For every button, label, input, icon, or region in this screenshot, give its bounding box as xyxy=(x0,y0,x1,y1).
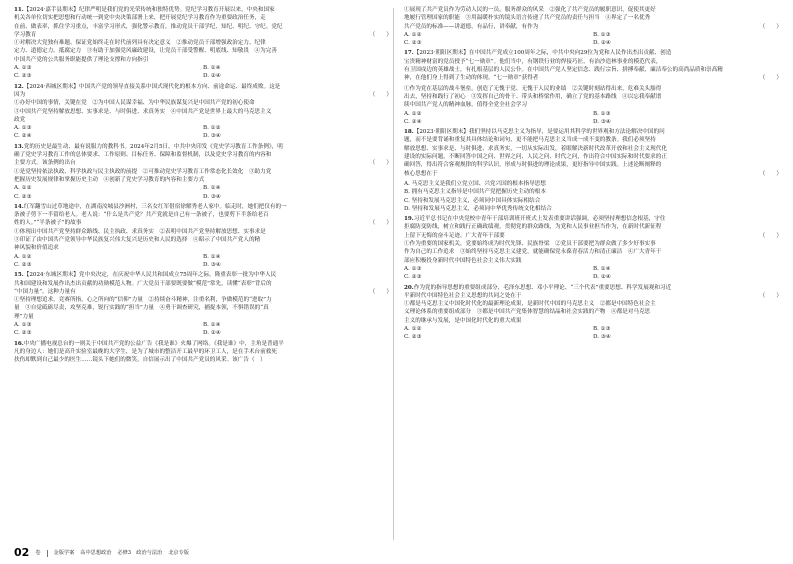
answer-option: A. ①② xyxy=(404,325,422,332)
question-text: 政党 xyxy=(14,116,26,123)
question-text-line xyxy=(14,23,392,31)
answer-bracket: （ ） xyxy=(759,170,782,177)
question-text: 条被子剪下一半留给老人。老人说：“什么是共产党？共产党就是自己有一条被子，也要剪下半条给老百 xyxy=(14,212,269,219)
question-text-line xyxy=(404,145,782,153)
question-text: 机关各单位切实把思想和行动统一到党中央决策部署上来，把开展党纪学习教育作为重要政治任务，走 xyxy=(14,15,266,22)
question-text: 共和国建设和发展作出杰出贡献的功勋模范人物。广大党员干部要既要做“模范”常先，读懂“表彰”背后的 xyxy=(14,280,272,287)
question-block xyxy=(14,6,392,81)
question-text: B. 拥有马克思主义指导是中国共产党把握历史主动的根本 xyxy=(404,189,546,196)
question-text: 共产党员的标准——讲道德，有品行，讲奉献，有作为 xyxy=(404,23,539,30)
question-text-line xyxy=(404,136,782,144)
question-text-line xyxy=(14,108,392,116)
question-text: 主义的继承与发展，是中国化时代化的重大成果 xyxy=(404,317,522,324)
answer-options xyxy=(14,321,392,338)
question-text-line xyxy=(404,14,782,22)
answer-option: B. ①④ xyxy=(203,185,221,192)
answer-option: B. ①③ xyxy=(593,325,611,332)
question-text: ③中国共产党坚持解放思想、实事求是、与时俱进、求真务实 ④中国共产党是世界上最大的马克思主义 xyxy=(14,108,272,115)
question-text: 作为自己的工作追求 ③始终坚持马克思主义建党，就能确保党永葆青春活力和清正廉洁 ④广大青年干 xyxy=(404,249,662,256)
answer-option: A. ①③ xyxy=(14,65,32,72)
question-block xyxy=(404,6,782,47)
question-text: C. 坚持和发展马克思主义，必须同中国具体实际相结合 xyxy=(404,197,541,204)
question-text-line xyxy=(404,188,782,196)
question-block xyxy=(404,284,782,342)
question-text: 理”力量 xyxy=(14,313,34,320)
question-text-line xyxy=(404,153,782,161)
answer-option: D. ②④ xyxy=(203,73,221,80)
question-text: ③印证了由中国共产党领导中华民族复兴伟大复兴是历史和人民的选择 ④昭示了中国共产党人的精 xyxy=(14,237,261,244)
question-number: 11. xyxy=(14,7,24,13)
footer-edition: 高中思想政治 xyxy=(80,550,112,556)
question-text-line xyxy=(14,99,392,107)
column-divider xyxy=(393,8,394,540)
answer-option: B. ①③ xyxy=(593,31,611,38)
answer-option: A. ①③ xyxy=(14,125,32,132)
question-text-line xyxy=(14,236,392,244)
question-block xyxy=(404,180,782,213)
page-footer xyxy=(14,546,779,559)
question-text: 建设的实际问题，不断回答中国之问、世界之问、人民之问、时代之问，作出符合中国实际和时代要求的正 xyxy=(404,154,667,161)
question-text-line xyxy=(404,248,782,256)
answer-option: A. ①② xyxy=(404,110,422,117)
question-text-line xyxy=(14,280,392,288)
footer-series: 金版学案 xyxy=(53,550,75,556)
question-text: 红军翻雪山过草地途中，在湖南汝城县沙洲村，三名女红军借宿徐解秀老人家中。临走时，她们把仅有的一 xyxy=(23,203,287,210)
answer-option: B. ①② xyxy=(203,125,221,132)
question-text: 中央广播电视总台的一则关于中国共产党的公益广告《我是谁》火爆了网络。《我是谁》中，主角是普通平 xyxy=(23,340,284,347)
answer-bracket: （ ） xyxy=(759,232,782,239)
question-text-line xyxy=(404,308,782,316)
answer-option: D. ②④ xyxy=(593,274,611,281)
question-text: 凡的身边人：她们是高升实验室最晚的大学生，是为了城市的整洁开工最早的环卫工人，是在手术台前救死 xyxy=(14,348,277,355)
question-text-line xyxy=(14,304,392,312)
question-text-line xyxy=(14,228,392,236)
question-text: 宝贵精神财富的党员授予“七一勋章”。他们当中，有钢铁行业的焊接巧匠，有治沙造林事业的模范代表， xyxy=(404,58,662,65)
question-text-line xyxy=(14,288,392,296)
question-text-line xyxy=(14,168,392,176)
question-text-line xyxy=(14,356,392,364)
question-text: 题，而不是要背诵和重复其具体结论和词句，更不能把马克思主义当成一成不变的教条。我们必须坚持 xyxy=(404,137,656,144)
question-block xyxy=(404,49,782,82)
question-text-line xyxy=(14,244,392,252)
question-text: 出去，坚持和践行了初心 ③发挥自己的骨干、带头和桥梁作用，确立了党的基本路线 ④以忘我奉献谱 xyxy=(404,93,662,100)
question-text: 中国共产党的公共服务职能提供了理论支撑和方向指引 xyxy=(14,56,149,63)
question-block xyxy=(14,340,392,365)
answer-options xyxy=(14,64,392,81)
question-text: 有卫国戍边的英雄战士，有扎根基层的人民公仆。在中国共产党人坚定信念、践行宗旨、拼搏奉献、廉洁奉公的高尚品质和崇高精 xyxy=(404,67,723,74)
answer-option: B. ①③ xyxy=(593,110,611,117)
question-text: 确回答，得出符合客观规律的科学认识，形成与时俱进的理论成果，更好指导中国实践。上述论断阐释的 xyxy=(404,162,662,169)
footer-separator xyxy=(47,550,48,557)
question-text-line xyxy=(404,205,782,213)
page-number: 02 xyxy=(14,546,30,559)
question-text: 学习教育 xyxy=(14,31,37,38)
question-text-line xyxy=(404,128,782,136)
question-text: A. 马克思主义是我们立党立国、兴党兴国的根本指导思想 xyxy=(404,180,546,187)
answer-bracket: （ ） xyxy=(759,75,782,82)
answer-option: C. ②③ xyxy=(404,334,422,341)
answer-option: C. ②③ xyxy=(14,261,32,268)
question-text: 【2023·朝阳区期末】在中国共产党成立100周年之际，中共中央向29位为党和人民作出杰出贡献、创造 xyxy=(413,50,672,57)
answer-option: C. ②③ xyxy=(404,274,422,281)
answer-options xyxy=(14,184,392,201)
question-text-line xyxy=(14,31,392,39)
answer-bracket: （ ） xyxy=(369,91,392,98)
answer-option: C. ②③ xyxy=(14,193,32,200)
question-text: ①体现出中国共产党坚持群众路线、民主执政、求真务实 ②表明中国共产党坚持解放思想、实事求是 xyxy=(14,228,266,235)
left-column xyxy=(14,6,392,366)
question-text-line xyxy=(404,49,782,57)
question-text: ①是党坚持依法执政、科学执政与民主执政的前提 ②可推动党史学习教育工作常态化长效化 ③助力党 xyxy=(14,168,272,175)
answer-options xyxy=(404,265,782,282)
question-number: 15. xyxy=(14,272,24,279)
question-text: 姓的人。”“半条被子”的故事 xyxy=(14,220,82,227)
right-column xyxy=(404,6,782,344)
question-text: “中国力量”。这种力量有 xyxy=(14,288,76,295)
answer-option: B. ①④ xyxy=(203,321,221,328)
question-number: 16. xyxy=(14,340,24,347)
question-text: 确了党史学习教育工作的总体要求、工作原则、目标任务、保障和监督机制，以及党史学习教育的内容和 xyxy=(14,152,272,159)
question-text-line xyxy=(14,340,392,348)
answer-option: D. ③④ xyxy=(203,193,221,200)
answer-option: B. ①④ xyxy=(593,265,611,272)
question-text: 量 ③自觉砥砺尽责，攻坚克难，锐行实践的“担当”力量 ④勇于调查研究，捕捉本领，不惧错误的“真 xyxy=(14,305,269,312)
answer-options xyxy=(404,325,782,342)
question-text: 部应积极投身新时代中国特色社会主义伟大实践 xyxy=(404,257,522,264)
question-text: 习近平总书记在中央党校中青年干部培训班开班式上发表重要讲话强调，必须坚持理想信念根基，守住 xyxy=(413,216,666,223)
question-text-line xyxy=(404,6,782,14)
answer-options xyxy=(14,124,392,141)
question-text-line xyxy=(14,143,392,151)
question-text-line xyxy=(404,292,782,300)
question-text: 【2024·嘉手县期末】纪律严明是我们党的光荣传统和独特优势。党纪学习教育开展以来，中央和国家 xyxy=(23,7,275,13)
question-text: 扶伤却默到自己最少的医生……镜头下她们的微笑，自信展示出了中国共产党员的风采。该广告（ ） xyxy=(14,357,266,364)
question-text-line xyxy=(14,348,392,356)
answer-option: D. ③④ xyxy=(203,133,221,140)
answer-option: A. ①② xyxy=(14,185,32,192)
question-text-line xyxy=(404,58,782,66)
question-text: 平新时代中国特色社会主义思想的共同之处在于 xyxy=(404,292,522,299)
question-block xyxy=(404,128,782,178)
footer-book: 必修3 政治与法治 xyxy=(117,550,163,556)
footer-tag: 卷 xyxy=(35,550,41,556)
answer-option: C. ②④ xyxy=(14,133,32,140)
question-text: 核心思想在于 xyxy=(404,170,438,177)
question-text: 义理论体系的重要组成部分 ③都是中国共产党集体智慧的结晶和社会实践的产物 ④都是对马克思 xyxy=(404,309,651,316)
question-text-line xyxy=(404,232,782,240)
question-text: 因为 xyxy=(14,91,26,98)
answer-bracket: （ ） xyxy=(369,288,392,295)
answer-bracket: （ ） xyxy=(369,220,392,227)
question-text: 【2024·西城区期末】中国共产党的领导直接关系中国式现代化的根本方向、前途命运、最终成败。这是 xyxy=(23,83,281,90)
question-text-line xyxy=(404,170,782,178)
question-number: 14. xyxy=(14,203,24,210)
question-text-line xyxy=(14,83,392,91)
answer-option: D. ②④ xyxy=(203,330,221,337)
footer-region: 北京专版 xyxy=(168,550,189,556)
question-text: 把握历史发展规律和掌握历史主动 ④创新了党史学习教育的内容和主要方式 xyxy=(14,176,205,183)
answer-bracket: （ ） xyxy=(759,23,782,30)
question-text-line xyxy=(404,85,782,93)
question-text: 拒腐防变防线，树立和践行正确政绩观，贯彻党的群众路线，为党和人民事业担当作为，在新时代新征程 xyxy=(404,224,662,231)
question-text-line xyxy=(14,159,392,167)
question-text: ①作为重要的国家机关，党要始终成为时代先锋、民族脊梁 ②党员干部要把为群众做了多少好事实事 xyxy=(404,241,656,248)
question-text-line xyxy=(404,180,782,188)
question-text-line xyxy=(14,296,392,304)
question-text: 主要方式。该条例的出台 xyxy=(14,160,76,167)
answer-option: A. ①② xyxy=(404,31,422,38)
question-text: 在前、做表率，抓住学习重点，丰富学习形式，强化警示教育，推动党员干部学纪、知纪、明纪、守纪。党纪 xyxy=(14,23,283,30)
answer-option: D. ③④ xyxy=(203,261,221,268)
question-block xyxy=(404,85,782,126)
answer-option: D. ③④ xyxy=(593,334,611,341)
question-text-line xyxy=(404,223,782,231)
question-text-line xyxy=(404,23,782,31)
answer-options xyxy=(404,31,782,48)
question-text: 上留下无悔的奋斗足迹。广大青年干部要 xyxy=(404,232,505,239)
answer-option: C. ②④ xyxy=(404,118,422,125)
question-text: 【2024·东城区期末】党中央决定，在庆祝中华人民共和国成立75周年之际，隆重表彰一批为中华人民 xyxy=(23,272,277,279)
question-text: D. 坚持和发展马克思主义，必须同中华优秀传统文化相结合 xyxy=(404,205,552,212)
question-text-line xyxy=(404,300,782,308)
question-block xyxy=(14,203,392,269)
question-text-line xyxy=(404,101,782,109)
question-text: 地履行管理国家的职能 ③用温暖朴实的镜头语言传递了共产党员的责任与担当 ④界定了一名优秀 xyxy=(404,15,651,22)
question-text-line xyxy=(404,240,782,248)
question-number: 18. xyxy=(404,129,414,136)
question-block xyxy=(14,143,392,201)
question-number: 13. xyxy=(14,143,24,150)
answer-option: A. ①③ xyxy=(14,321,32,328)
question-text-line xyxy=(404,66,782,74)
question-text: ①展现了共产党员作为劳动人民的一员，服务群众的风采 ②强化了共产党员的履职意识，促使其更好 xyxy=(404,7,656,13)
question-text-line xyxy=(404,257,782,265)
question-text-line xyxy=(14,151,392,159)
question-text-line xyxy=(404,93,782,101)
question-text-line xyxy=(404,161,782,169)
answer-option: C. ②③ xyxy=(404,40,422,47)
question-text: 解放思想、实事求是、与时俱进、求真务实，一切从实际出发，着眼解决新时代改革开放和社会主义现代化 xyxy=(404,145,667,152)
question-text-line xyxy=(14,39,392,47)
question-text: 作为党的指导思想的重要组成部分，毛泽东思想、邓小平理论、“三个代表”重要思想、科学发展观和习近 xyxy=(413,284,672,291)
answer-options xyxy=(404,110,782,127)
question-text-line xyxy=(14,91,392,99)
question-text-line xyxy=(404,215,782,223)
question-text: 党的历史是最生动、最有说服力的教科书。2024年2月5日，中共中央印发《党史学习教育工作条例》，明 xyxy=(23,143,283,150)
question-block xyxy=(14,271,392,337)
question-text-line xyxy=(14,211,392,219)
question-number: 12. xyxy=(14,83,24,90)
question-text-line xyxy=(14,176,392,184)
question-number: 19. xyxy=(404,216,414,223)
question-text-line xyxy=(14,219,392,227)
question-text: ①坚持理想追求，竞赛所指，心之所向的“信仰”力量 ②持续奋斗精神，注重名利，争做模范的“进取”力 xyxy=(14,297,272,304)
question-block xyxy=(14,83,392,141)
question-text: ①对解决大党独有难题、保证党始终走在时代前列具有决定意义 ②推动党员干部增强政治定力、纪律 xyxy=(14,40,266,47)
question-text: 【2023·朝阳区期末】我们坚持以马克思主义为指导，是要运用其科学的世界观和方法论解决中国的问 xyxy=(413,129,665,136)
question-text: 神，在他们身上得到了生动的体现。“七一勋章”获得者 xyxy=(404,75,539,82)
answer-option: D. ③④ xyxy=(593,118,611,125)
question-text: ①都是马克思主义中国化时代化的最新理论成果，是新时代中国的马克思主义 ②都是中国特色社会主 xyxy=(404,301,656,308)
answer-option: A. ①③ xyxy=(404,265,422,272)
answer-option: D. ②④ xyxy=(593,40,611,47)
question-text: 神风貌和价值追求 xyxy=(14,245,59,252)
question-text-line xyxy=(404,317,782,325)
question-text-line xyxy=(14,313,392,321)
answer-option: C. ②③ xyxy=(14,73,32,80)
question-text: 续中国共产党人的精神血脉，值得全党全社会学习 xyxy=(404,102,528,109)
answer-option: B. ①④ xyxy=(203,253,221,260)
question-text-line xyxy=(14,116,392,124)
question-text-line xyxy=(404,74,782,82)
question-text: ①作为党在基层的战斗堡垒，创造了无愧于党、无愧于人民的业绩 ②关键时刻站得出来，危难关头豁得 xyxy=(404,85,662,92)
question-number: 17. xyxy=(404,50,414,57)
question-text: ①办好中国的事情，关键在党 ②为中国人民谋幸福、为中华民族谋复兴是中国共产党的初心使命 xyxy=(14,100,255,107)
question-text-line xyxy=(14,6,392,14)
answer-bracket: （ ） xyxy=(369,31,392,38)
answer-bracket: （ ） xyxy=(759,292,782,299)
question-text-line xyxy=(14,56,392,64)
question-text-line xyxy=(14,14,392,22)
question-number: 20. xyxy=(404,284,414,291)
question-text-line xyxy=(14,203,392,211)
question-text-line xyxy=(404,284,782,292)
question-text: 定力、道德定力、抵腐定力 ③有助于加强党风廉政建设，让党员干部受警醒、明底线、知敬畏 ④为完善 xyxy=(14,48,277,55)
answer-bracket: （ ） xyxy=(369,160,392,167)
answer-option: B. ①④ xyxy=(203,65,221,72)
question-text-line xyxy=(14,47,392,55)
answer-options xyxy=(14,253,392,270)
answer-option: A. ①② xyxy=(14,253,32,260)
question-text-line xyxy=(404,197,782,205)
question-block xyxy=(404,215,782,281)
answer-option: C. ②③ xyxy=(14,330,32,337)
question-text-line xyxy=(14,271,392,279)
